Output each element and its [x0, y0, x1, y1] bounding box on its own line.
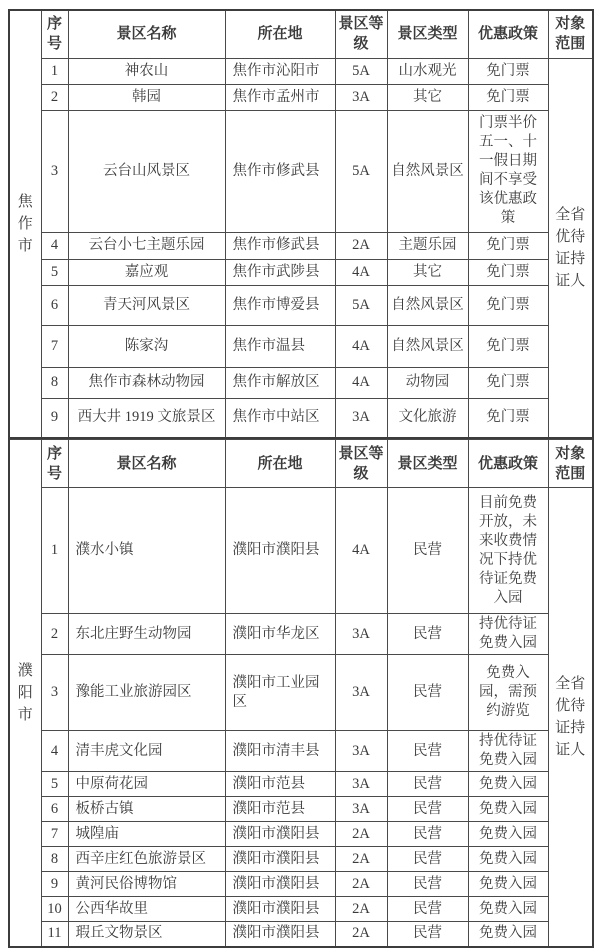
- cell-grade: 3A: [335, 614, 387, 655]
- cell-type: 民营: [387, 655, 468, 731]
- cell-name: 东北庄野生动物园: [68, 614, 225, 655]
- header-row: [9, 10, 593, 58]
- cell-policy: 免门票: [468, 285, 548, 325]
- cell-no: 6: [41, 797, 68, 822]
- cell-type: 民营: [387, 772, 468, 797]
- table-row: [9, 614, 593, 655]
- cell-name: 板桥古镇: [68, 797, 225, 822]
- table-row: [9, 822, 593, 847]
- table-section-jiaozuo: [8, 9, 594, 439]
- col-header-type: 景区类型: [387, 440, 468, 488]
- cell-no: 1: [41, 488, 68, 614]
- cell-no: 8: [41, 847, 68, 872]
- col-header-scope: 对象范围: [548, 440, 593, 488]
- table-row: [9, 58, 593, 84]
- cell-location: 焦作市温县: [225, 325, 335, 367]
- table-row: [9, 872, 593, 897]
- cell-type: 自然风景区: [387, 285, 468, 325]
- cell-no: 9: [41, 872, 68, 897]
- cell-no: 6: [41, 285, 68, 325]
- cell-name: 陈家沟: [68, 325, 225, 367]
- cell-type: 民营: [387, 872, 468, 897]
- cell-grade: 3A: [335, 84, 387, 110]
- cell-no: 11: [41, 922, 68, 947]
- table-row: [9, 325, 593, 367]
- col-header-type: 景区类型: [387, 10, 468, 58]
- cell-policy: 持优待证免费入园: [468, 731, 548, 772]
- cell-name: 濮水小镇: [68, 488, 225, 614]
- table-row: [9, 847, 593, 872]
- cell-name: 豫能工业旅游园区: [68, 655, 225, 731]
- table-row: [9, 110, 593, 232]
- cell-location: 焦作市中站区: [225, 398, 335, 438]
- cell-grade: 5A: [335, 58, 387, 84]
- cell-grade: 5A: [335, 110, 387, 232]
- col-header-name: 景区名称: [68, 440, 225, 488]
- cell-no: 10: [41, 897, 68, 922]
- cell-grade: 2A: [335, 822, 387, 847]
- cell-type: 民营: [387, 614, 468, 655]
- table-row: [9, 897, 593, 922]
- col-header-no: 序号: [41, 10, 68, 58]
- cell-name: 黄河民俗博物馆: [68, 872, 225, 897]
- cell-name: 嘉应观: [68, 259, 225, 285]
- cell-type: 民营: [387, 731, 468, 772]
- cell-no: 2: [41, 614, 68, 655]
- city-label: 焦作市: [9, 10, 41, 438]
- cell-no: 3: [41, 110, 68, 232]
- cell-policy: 免门票: [468, 58, 548, 84]
- cell-grade: 5A: [335, 285, 387, 325]
- cell-no: 4: [41, 232, 68, 259]
- table-row: [9, 731, 593, 772]
- cell-policy: 免门票: [468, 325, 548, 367]
- scope-cell: 全省优待证持证人: [548, 58, 593, 438]
- col-header-grade: 景区等级: [335, 10, 387, 58]
- cell-no: 8: [41, 367, 68, 398]
- cell-name: 瑕丘文物景区: [68, 922, 225, 947]
- cell-type: 民营: [387, 488, 468, 614]
- cell-name: 云台山风景区: [68, 110, 225, 232]
- cell-location: 焦作市沁阳市: [225, 58, 335, 84]
- table-row: [9, 655, 593, 731]
- cell-grade: 2A: [335, 872, 387, 897]
- cell-no: 5: [41, 259, 68, 285]
- cell-policy: 免费入园: [468, 772, 548, 797]
- cell-grade: 2A: [335, 232, 387, 259]
- city-label: 濮阳市: [9, 440, 41, 947]
- col-header-location: 所在地: [225, 440, 335, 488]
- col-header-no: 序号: [41, 440, 68, 488]
- cell-policy: 门票半价五一、十一假日期间不享受该优惠政策: [468, 110, 548, 232]
- cell-policy: 持优待证免费入园: [468, 614, 548, 655]
- cell-grade: 2A: [335, 847, 387, 872]
- cell-location: 濮阳市濮阳县: [225, 488, 335, 614]
- cell-name: 云台小七主题乐园: [68, 232, 225, 259]
- col-header-name: 景区名称: [68, 10, 225, 58]
- cell-type: 主题乐园: [387, 232, 468, 259]
- cell-policy: 免门票: [468, 259, 548, 285]
- cell-policy: 免费入园: [468, 847, 548, 872]
- cell-name: 青天河风景区: [68, 285, 225, 325]
- cell-location: 焦作市孟州市: [225, 84, 335, 110]
- cell-no: 2: [41, 84, 68, 110]
- scope-cell: 全省优待证持证人: [548, 488, 593, 947]
- cell-policy: 免费入园: [468, 872, 548, 897]
- cell-type: 民营: [387, 822, 468, 847]
- cell-grade: 4A: [335, 259, 387, 285]
- table-section-puyang: [8, 439, 594, 948]
- cell-name: 西辛庄红色旅游景区: [68, 847, 225, 872]
- cell-no: 4: [41, 731, 68, 772]
- cell-location: 濮阳市范县: [225, 772, 335, 797]
- cell-name: 西大井 1919 文旅景区: [68, 398, 225, 438]
- cell-type: 自然风景区: [387, 325, 468, 367]
- cell-location: 焦作市修武县: [225, 110, 335, 232]
- cell-type: 民营: [387, 847, 468, 872]
- cell-name: 城隍庙: [68, 822, 225, 847]
- cell-policy: 目前免费开放，未来收费情况下持优待证免费入园: [468, 488, 548, 614]
- table-row: [9, 772, 593, 797]
- cell-grade: 3A: [335, 398, 387, 438]
- cell-grade: 3A: [335, 772, 387, 797]
- table-row: [9, 398, 593, 438]
- cell-policy: 免费入园，需预约游览: [468, 655, 548, 731]
- cell-grade: 3A: [335, 731, 387, 772]
- cell-no: 7: [41, 325, 68, 367]
- cell-policy: 免门票: [468, 367, 548, 398]
- col-header-grade: 景区等级: [335, 440, 387, 488]
- cell-name: 中原荷花园: [68, 772, 225, 797]
- cell-type: 自然风景区: [387, 110, 468, 232]
- cell-no: 3: [41, 655, 68, 731]
- table-row: [9, 259, 593, 285]
- cell-type: 山水观光: [387, 58, 468, 84]
- cell-policy: 免门票: [468, 84, 548, 110]
- cell-policy: 免费入园: [468, 797, 548, 822]
- cell-no: 9: [41, 398, 68, 438]
- cell-type: 民营: [387, 897, 468, 922]
- cell-policy: 免门票: [468, 232, 548, 259]
- cell-grade: 3A: [335, 655, 387, 731]
- header-row: [9, 440, 593, 488]
- cell-type: 其它: [387, 259, 468, 285]
- cell-location: 焦作市修武县: [225, 232, 335, 259]
- cell-name: 韩园: [68, 84, 225, 110]
- cell-location: 濮阳市清丰县: [225, 731, 335, 772]
- cell-grade: 4A: [335, 367, 387, 398]
- cell-grade: 4A: [335, 488, 387, 614]
- cell-type: 民营: [387, 797, 468, 822]
- cell-no: 1: [41, 58, 68, 84]
- cell-no: 5: [41, 772, 68, 797]
- col-header-policy: 优惠政策: [468, 440, 548, 488]
- table-row: [9, 797, 593, 822]
- cell-policy: 免费入园: [468, 897, 548, 922]
- table-row: [9, 488, 593, 614]
- table-row: [9, 367, 593, 398]
- cell-location: 濮阳市濮阳县: [225, 897, 335, 922]
- cell-type: 动物园: [387, 367, 468, 398]
- cell-grade: 3A: [335, 797, 387, 822]
- cell-location: 濮阳市濮阳县: [225, 847, 335, 872]
- cell-policy: 免费入园: [468, 822, 548, 847]
- cell-policy: 免费入园: [468, 922, 548, 947]
- cell-no: 7: [41, 822, 68, 847]
- cell-name: 焦作市森林动物园: [68, 367, 225, 398]
- cell-type: 其它: [387, 84, 468, 110]
- cell-grade: 4A: [335, 325, 387, 367]
- cell-grade: 2A: [335, 897, 387, 922]
- cell-location: 焦作市武陟县: [225, 259, 335, 285]
- cell-name: 公西华故里: [68, 897, 225, 922]
- table-row: [9, 922, 593, 947]
- table-row: [9, 232, 593, 259]
- cell-location: 濮阳市濮阳县: [225, 822, 335, 847]
- cell-type: 民营: [387, 922, 468, 947]
- cell-location: 焦作市解放区: [225, 367, 335, 398]
- cell-name: 清丰虎文化园: [68, 731, 225, 772]
- table-row: [9, 84, 593, 110]
- cell-location: 焦作市博爱县: [225, 285, 335, 325]
- cell-location: 濮阳市濮阳县: [225, 872, 335, 897]
- table-row: [9, 285, 593, 325]
- col-header-policy: 优惠政策: [468, 10, 548, 58]
- col-header-location: 所在地: [225, 10, 335, 58]
- cell-location: 濮阳市华龙区: [225, 614, 335, 655]
- cell-location: 濮阳市濮阳县: [225, 922, 335, 947]
- col-header-scope: 对象范围: [548, 10, 593, 58]
- cell-name: 神农山: [68, 58, 225, 84]
- cell-location: 濮阳市工业园区: [225, 655, 335, 731]
- cell-policy: 免门票: [468, 398, 548, 438]
- cell-type: 文化旅游: [387, 398, 468, 438]
- cell-grade: 2A: [335, 922, 387, 947]
- cell-location: 濮阳市范县: [225, 797, 335, 822]
